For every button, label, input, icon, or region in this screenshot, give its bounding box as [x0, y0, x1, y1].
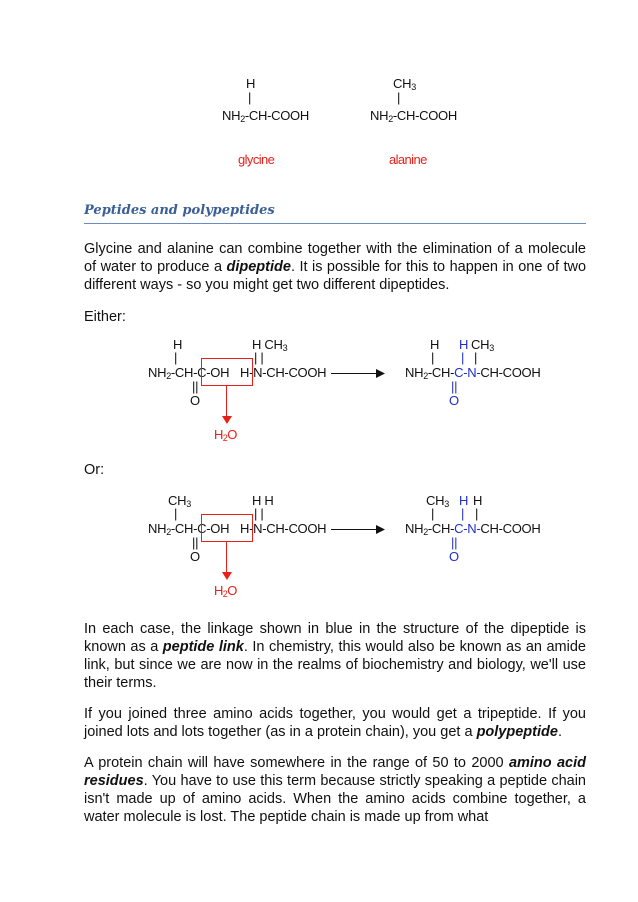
p4-text-end: . You have to use this term because strictly speaking a peptide chain isn't made up of amino acids. When the amino acids combine together, a water molecule is lost. The peptide chain is made up from what: [84, 773, 586, 825]
glycine-side-group: H: [246, 76, 256, 91]
r1-product-o: O: [449, 393, 459, 408]
r2-product-h-blue: H: [459, 493, 469, 508]
paragraph-polypeptide: [84, 705, 586, 741]
r2-product-double-bond: ||: [451, 535, 458, 550]
r1-product-post: CH-COOH: [480, 365, 541, 380]
heading-rule: [84, 223, 586, 224]
r2-product-pre: $NH_2-CH-$: [405, 521, 455, 537]
r2-left-side: $CH_3$: [168, 493, 191, 509]
r1-product-h-blue: H: [459, 337, 469, 352]
glycine-label: glycine: [238, 152, 275, 167]
r1-water-box: [201, 358, 253, 386]
r1-carbonyl-o: O: [190, 393, 200, 408]
p1-term: dipeptide: [226, 259, 291, 275]
r2-arrow-head: [376, 525, 385, 534]
glycine-backbone: $NH_2-CH$-COOH: [222, 108, 309, 124]
r2-left-backbone: $NH_2-CH-C-OH$: [148, 521, 230, 537]
r2-peptide-link: C-N-: [454, 521, 481, 536]
p3-text-end: .: [557, 724, 562, 740]
r1-water-line: [226, 385, 227, 418]
p3-term: polypeptide: [476, 724, 558, 740]
r2-right-backbone: H-N-CH-COOH: [240, 521, 327, 536]
r1-product-backbone: [405, 366, 540, 383]
p2-text: In each case, the linkage shown in blue in the structure of the dipeptide is known as a: [84, 621, 586, 655]
r2-right-side: H H: [252, 493, 274, 508]
p3-text: If you joined three amino acids together, you would get a tripeptide. If you joined lots and lots together (as in a protein chain), you get a: [84, 706, 586, 740]
r2-water-arrowhead: [222, 572, 232, 580]
r1-right-bonds: | |: [254, 350, 264, 365]
r1-arrow-line: [331, 373, 377, 374]
r2-water-box: [201, 514, 253, 542]
r2-product-bond1: |: [431, 506, 435, 521]
r1-product-bond3: |: [474, 350, 478, 365]
alanine-bond: |: [397, 90, 401, 105]
paragraph-peptide-link: [84, 620, 586, 692]
r2-product-h: H: [473, 493, 483, 508]
p2-text-end: . In chemistry, this would also be known as an amide link, but since we are now in the realms of biochemistry and biology, we'll use their terms.: [84, 639, 586, 691]
r1-arrow-head: [376, 369, 385, 378]
reaction-2: [148, 494, 548, 604]
either-label: Either:: [84, 309, 126, 325]
r2-left-bond: |: [174, 506, 178, 521]
r2-product-post: CH-COOH: [480, 521, 541, 536]
p1-text: Glycine and alanine can combine together with the elimination of a molecule of water to produce a: [84, 241, 586, 275]
r1-left-backbone: $NH_2-CH-C-OH$: [148, 365, 230, 381]
glycine-structure: [222, 76, 309, 133]
r1-product-ch3: $CH_3$: [471, 337, 494, 353]
p4-term: amino acid residues: [84, 755, 586, 789]
r2-water-label: $H_2O$: [214, 583, 237, 599]
section-heading: Peptides and polypeptides: [84, 203, 275, 218]
glycine-bond: |: [248, 90, 252, 105]
r1-product-double-bond: ||: [451, 379, 458, 394]
r1-right-backbone: H-N-CH-COOH: [240, 365, 327, 380]
r1-product-bond1: |: [431, 350, 435, 365]
r1-water-label: $H_2O$: [214, 427, 237, 443]
p1-text-end: . It is possible for this to happen in one of two different ways - so you might get two different dipeptides.: [84, 259, 587, 293]
p2-term: peptide link: [162, 639, 244, 655]
alanine-side-group: $CH_3$: [393, 76, 416, 92]
alanine-backbone: $NH_2-CH$-COOH: [370, 108, 457, 124]
r1-product-h: H: [430, 337, 440, 352]
r2-product-ch3: $CH_3$: [426, 493, 449, 509]
r2-carbonyl-o: O: [190, 549, 200, 564]
r2-product-backbone: [405, 522, 540, 539]
paragraph-dipeptide: [84, 240, 586, 294]
r2-double-bond: ||: [192, 535, 199, 550]
r2-water-line: [226, 541, 227, 574]
r1-product-bond2: |: [461, 350, 465, 365]
or-label: Or:: [84, 462, 105, 478]
r1-peptide-link: C-N-: [454, 365, 481, 380]
r1-right-side: H $CH_3$: [252, 337, 288, 353]
alanine-structure: [370, 76, 457, 133]
paragraph-residues: [84, 754, 586, 826]
r1-left-side: H: [173, 337, 183, 352]
r1-product-pre: $NH_2-CH-$: [405, 365, 455, 381]
reaction-1: [148, 338, 548, 448]
r2-product-o: O: [449, 549, 459, 564]
r2-product-bond3: |: [475, 506, 479, 521]
r2-right-bonds: | |: [254, 506, 264, 521]
p4-text: A protein chain will have somewhere in the range of 50 to 2000: [84, 755, 509, 771]
r1-left-bond: |: [174, 350, 178, 365]
r1-double-bond: ||: [192, 379, 199, 394]
r1-water-arrowhead: [222, 416, 232, 424]
r2-arrow-line: [331, 529, 377, 530]
r2-product-bond2: |: [461, 506, 465, 521]
alanine-label: alanine: [389, 152, 427, 167]
